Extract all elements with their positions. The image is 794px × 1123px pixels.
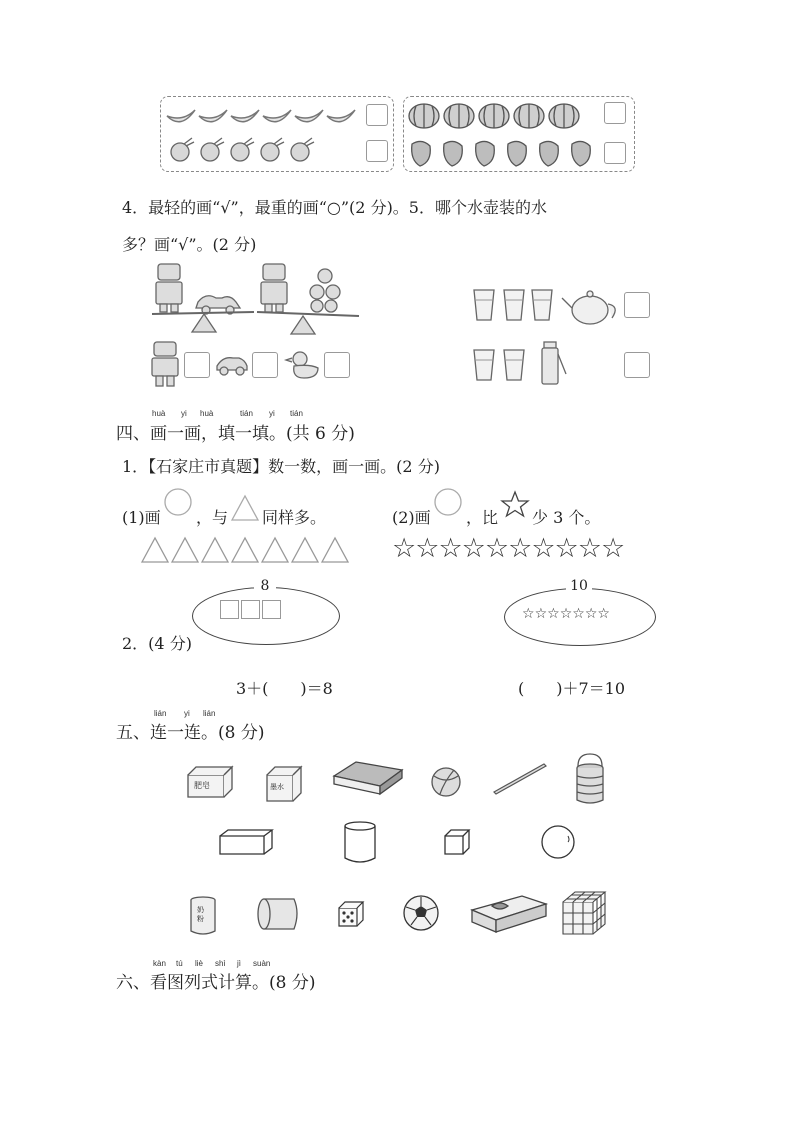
star-8: ☆ [554, 533, 578, 564]
small-star-2: ☆ [534, 606, 548, 622]
pinyin-lie: liè [195, 959, 204, 968]
answer-box-bananas[interactable] [366, 104, 388, 126]
cuboid-shape [218, 828, 276, 856]
answer-box-robot[interactable] [184, 352, 210, 378]
dice-icon [337, 900, 367, 930]
answer-box-car[interactable] [252, 352, 278, 378]
pinyin-tu: tú [176, 959, 183, 968]
answer-box-pumpkins[interactable] [604, 102, 626, 124]
star-2: ☆ [415, 533, 439, 564]
milk-can-label: 奶粉 [197, 906, 204, 923]
oval-1-total: 8 [254, 578, 276, 594]
pencil-box-icon [470, 892, 550, 936]
q1a-prefix: (1)画 [122, 508, 161, 527]
star-5: ☆ [484, 533, 509, 564]
balance-scale-robot-cars [150, 262, 260, 337]
radish-row [168, 136, 328, 166]
section5-title: 五、连一连。(8 分) [116, 723, 265, 743]
section6-title: 六、看图列式计算。(8 分) [116, 973, 316, 993]
pinyin-shi: shì [215, 959, 226, 968]
oval-1-squares [220, 600, 281, 623]
oval-2-stars [522, 606, 610, 622]
section4-q1: 1．【石家庄市真题】数一数，画一画。(2 分) [122, 457, 440, 476]
star-icon [500, 490, 530, 518]
star-3: ☆ [438, 533, 462, 564]
sphere-shape [540, 824, 578, 862]
pumpkin-row [408, 100, 588, 130]
q4-question-line1: 4．最轻的画“√”，最重的画“○”(2 分)。5．哪个水壶装的水 [122, 198, 547, 217]
lying-cylinder-icon [254, 897, 302, 931]
q1b-mid: ，比 [466, 508, 499, 527]
oval-2-total: 10 [566, 578, 592, 594]
car-icon [215, 352, 249, 376]
star-9: ☆ [577, 533, 601, 564]
book-icon [332, 760, 404, 806]
star-4: ☆ [461, 533, 485, 564]
answer-box-peppers[interactable] [604, 142, 626, 164]
ink-box-label: 墨水 [270, 783, 284, 791]
q1b-prefix: (2)画 [392, 508, 431, 527]
small-star-1: ☆ [522, 606, 535, 622]
triangle-icon [230, 494, 262, 522]
duck-icon [290, 350, 320, 380]
cups-row-2 [470, 348, 530, 384]
pinyin-lian-2: lián [203, 709, 216, 718]
star-row [392, 533, 624, 564]
balance-scale-robot-ducks [255, 262, 365, 337]
q1b-suffix: 少 3 个。 [532, 508, 601, 527]
small-star-3: ☆ [547, 606, 560, 622]
small-star-5: ☆ [572, 606, 585, 622]
ball-icon [430, 766, 464, 800]
pinyin-tian-2: tián [290, 409, 303, 418]
pinyin-ji: jì [237, 959, 241, 968]
small-star-7: ☆ [597, 606, 610, 622]
pinyin-yi-3: yi [184, 709, 190, 718]
soap-box-label: 肥皂 [194, 781, 210, 790]
equation-2: ( )＋7＝10 [518, 679, 626, 698]
star-7: ☆ [531, 533, 555, 564]
cube-shape [443, 828, 473, 858]
cylinder-shape [343, 820, 379, 866]
pinyin-kan: kàn [153, 959, 166, 968]
pinyin-tian-1: tián [240, 409, 253, 418]
star-10: ☆ [600, 533, 625, 564]
tin-can-icon [574, 752, 608, 806]
pinyin-hua-1: huà [152, 409, 166, 418]
answer-box-radishes[interactable] [366, 140, 388, 162]
star-1: ☆ [392, 533, 416, 564]
section4-title: 四、画一画，填一填。(共 6 分) [116, 424, 355, 444]
robot-icon [148, 340, 182, 388]
stick-icon [492, 762, 548, 796]
pinyin-lian-1: lián [154, 709, 167, 718]
q4-question-line2: 多？画“√”。(2 分) [122, 235, 257, 254]
soccer-ball-icon [402, 894, 442, 934]
teapot-icon [562, 282, 622, 328]
cups-row-1 [470, 288, 560, 324]
pepper-row [408, 136, 598, 168]
triangle-row [140, 536, 356, 564]
bottle-icon [540, 340, 570, 386]
star-6: ☆ [508, 533, 532, 564]
answer-box-cups-2[interactable] [624, 352, 650, 378]
pinyin-suan: suàn [253, 959, 271, 968]
banana-row [165, 100, 365, 130]
circle-icon [163, 488, 195, 518]
equation-1: 3＋( )＝8 [236, 679, 333, 698]
answer-box-cups-1[interactable] [624, 292, 650, 318]
section4-q2: 2．(4 分) [122, 634, 192, 653]
small-star-4: ☆ [559, 606, 573, 622]
circle-icon-2 [433, 488, 465, 518]
small-star-6: ☆ [584, 606, 598, 622]
rubiks-cube-icon [561, 890, 609, 936]
pinyin-yi-2: yi [269, 409, 275, 418]
pinyin-hua-2: huà [200, 409, 214, 418]
answer-box-duck[interactable] [324, 352, 350, 378]
q1a-suffix: 同样多。 [262, 508, 327, 527]
q1a-mid: ，与 [196, 508, 229, 527]
pinyin-yi-1: yi [181, 409, 187, 418]
